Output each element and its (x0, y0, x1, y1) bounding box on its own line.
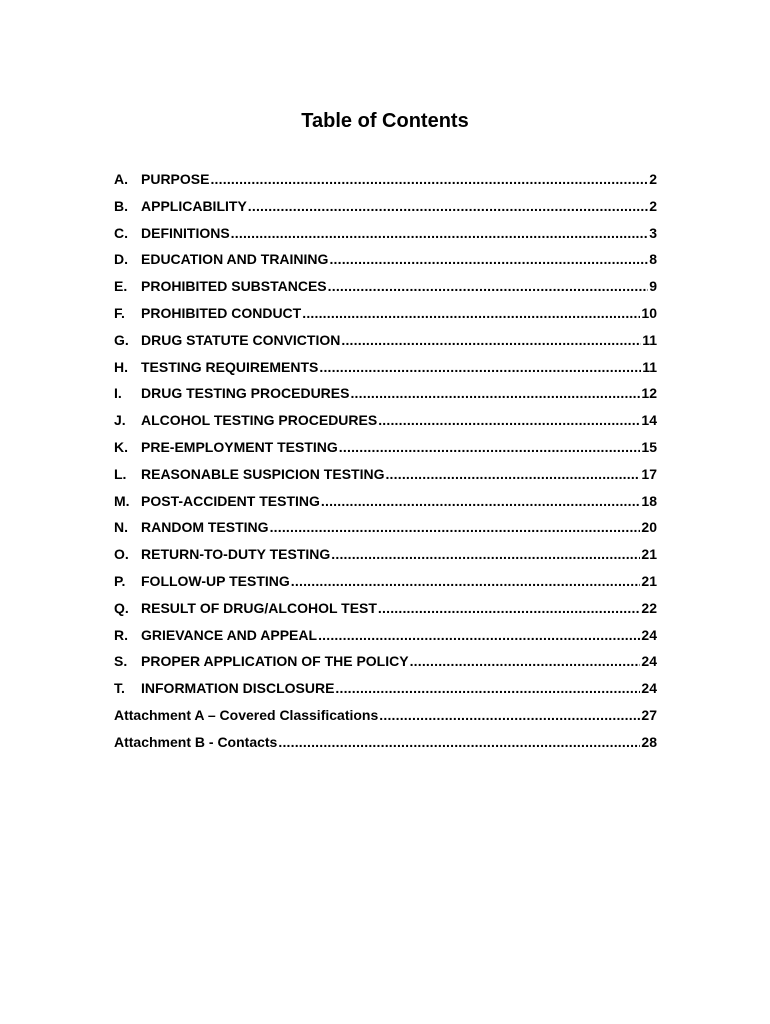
toc-entry[interactable] (114, 166, 657, 193)
toc-entry-label: PROHIBITED CONDUCT (141, 304, 302, 321)
toc-entry-letter: R. (114, 626, 128, 643)
toc-entry-page-number: 21 (641, 546, 657, 563)
toc-entry-page-number: 14 (641, 412, 657, 429)
toc-entry[interactable] (114, 354, 657, 381)
toc-entry-letter: L. (114, 465, 127, 482)
toc-entry-letter: A. (114, 171, 128, 187)
dot-leader (331, 541, 640, 568)
toc-entry-label: FOLLOW-UP TESTING (141, 572, 290, 589)
toc-entry-label: INFORMATION DISCLOSURE (141, 680, 335, 697)
toc-entry[interactable] (114, 622, 657, 649)
toc-entry-page-number: 3 (649, 224, 657, 241)
toc-entry-page-number: 27 (641, 706, 657, 723)
toc-entry-letter: G. (114, 331, 129, 348)
dot-leader (321, 488, 641, 515)
toc-entry-page-number: 11 (642, 331, 657, 348)
dot-leader (350, 380, 640, 407)
toc-entry-page-number: 10 (641, 304, 657, 321)
toc-entry-page-number: 18 (641, 492, 657, 509)
toc-entry-page-number: 15 (641, 438, 657, 455)
dot-leader (341, 327, 641, 354)
toc-entry[interactable] (114, 568, 657, 595)
toc-entry-letter: E. (114, 278, 128, 295)
toc-entry[interactable] (114, 434, 657, 461)
dot-leader (378, 595, 641, 622)
toc-entry-label: PURPOSE (141, 171, 210, 187)
toc-entry-letter: D. (114, 251, 128, 268)
toc-entry-page-number: 21 (641, 572, 657, 589)
toc-entry[interactable] (114, 193, 657, 220)
toc-entry-label: Attachment A – Covered Classifications (114, 706, 379, 723)
toc-entry-letter: J. (114, 412, 126, 429)
toc-entry-label: APPLICABILITY (141, 197, 247, 214)
toc-entry-label: REASONABLE SUSPICION TESTING (141, 465, 385, 482)
toc-entry[interactable] (114, 327, 657, 354)
toc-entry-label: RETURN-TO-DUTY TESTING (141, 546, 331, 563)
dot-leader (385, 461, 640, 488)
toc-entry[interactable] (114, 514, 657, 541)
toc-entry-label: DRUG STATUTE CONVICTION (141, 331, 341, 348)
toc-entry-page-number: 2 (649, 171, 657, 187)
toc-entry-letter: H. (114, 358, 128, 375)
toc-entry-page-number: 11 (642, 358, 657, 375)
dot-leader (410, 648, 641, 675)
toc-entry[interactable] (114, 220, 657, 247)
toc-entry-label: EDUCATION AND TRAINING (141, 251, 329, 268)
table-of-contents (114, 166, 657, 756)
toc-entry-label: Attachment B - Contacts (114, 733, 278, 750)
dot-leader (302, 300, 640, 327)
toc-entry-page-number: 24 (641, 680, 657, 697)
dot-leader (335, 675, 640, 702)
dot-leader (210, 166, 648, 193)
dot-leader (339, 434, 641, 461)
dot-leader (328, 273, 649, 300)
toc-entry-label: PROPER APPLICATION OF THE POLICY (141, 653, 409, 670)
toc-entry-letter: M. (114, 492, 130, 509)
toc-entry-label: TESTING REQUIREMENTS (141, 358, 319, 375)
toc-entry-letter: B. (114, 197, 128, 214)
toc-entry[interactable] (114, 246, 657, 273)
toc-entry-page-number: 12 (641, 385, 657, 402)
toc-entry[interactable] (114, 702, 657, 729)
toc-entry-page-number: 24 (641, 653, 657, 670)
toc-entry-letter: P. (114, 572, 126, 589)
dot-leader (291, 568, 641, 595)
toc-entry[interactable] (114, 488, 657, 515)
toc-entry[interactable] (114, 380, 657, 407)
toc-entry-letter: Q. (114, 599, 129, 616)
dot-leader (231, 220, 649, 247)
toc-entry[interactable] (114, 648, 657, 675)
toc-entry-label: PROHIBITED SUBSTANCES (141, 278, 327, 295)
toc-entry-page-number: 9 (649, 278, 657, 295)
toc-entry-letter: S. (114, 653, 128, 670)
dot-leader (379, 702, 640, 729)
toc-entry-letter: C. (114, 224, 128, 241)
toc-entry[interactable] (114, 595, 657, 622)
page-title: Table of Contents (301, 110, 469, 132)
toc-entry-letter: F. (114, 304, 125, 321)
toc-entry-letter: T. (114, 680, 125, 697)
toc-entry-letter: N. (114, 519, 128, 536)
dot-leader (378, 407, 640, 434)
toc-entry-page-number: 28 (641, 733, 657, 750)
dot-leader (248, 193, 648, 220)
toc-entry-page-number: 22 (641, 599, 657, 616)
toc-entry-label: RESULT OF DRUG/ALCOHOL TEST (141, 599, 377, 616)
toc-entry[interactable] (114, 407, 657, 434)
toc-entry[interactable] (114, 273, 657, 300)
dot-leader (318, 622, 640, 649)
dot-leader (319, 354, 641, 381)
dot-leader (329, 246, 648, 273)
toc-entry-letter: O. (114, 546, 129, 563)
toc-entry[interactable] (114, 541, 657, 568)
toc-entry-label: GRIEVANCE AND APPEAL (141, 626, 318, 643)
toc-entry-page-number: 20 (641, 519, 657, 536)
toc-entry-label: DEFINITIONS (141, 224, 230, 241)
toc-entry-label: POST-ACCIDENT TESTING (141, 492, 320, 509)
toc-entry[interactable] (114, 300, 657, 327)
toc-entry-page-number: 24 (641, 626, 657, 643)
toc-entry[interactable] (114, 675, 657, 702)
toc-entry-label: PRE-EMPLOYMENT TESTING (141, 438, 338, 455)
dot-leader (278, 729, 640, 756)
toc-entry-letter: I. (114, 385, 122, 402)
toc-entry-label: ALCOHOL TESTING PROCEDURES (141, 412, 378, 429)
toc-entry-label: DRUG TESTING PROCEDURES (141, 385, 350, 402)
toc-entry-page-number: 2 (649, 197, 657, 214)
toc-entry[interactable] (114, 461, 657, 488)
toc-entry-page-number: 8 (649, 251, 657, 268)
toc-entry[interactable] (114, 729, 657, 756)
dot-leader (270, 514, 641, 541)
toc-entry-label: RANDOM TESTING (141, 519, 269, 536)
toc-entry-page-number: 17 (641, 465, 657, 482)
toc-entry-letter: K. (114, 438, 128, 455)
